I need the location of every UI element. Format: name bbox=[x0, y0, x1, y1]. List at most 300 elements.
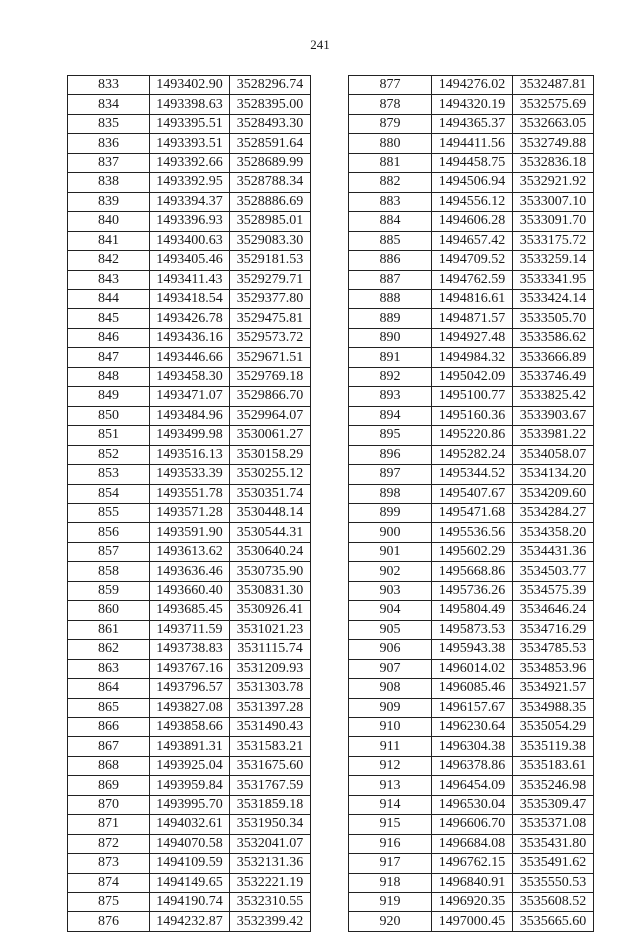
y-coordinate-cell: 3533505.70 bbox=[513, 309, 594, 328]
point-number-cell: 910 bbox=[349, 717, 432, 736]
table-row bbox=[349, 601, 594, 620]
x-coordinate-cell: 1495602.29 bbox=[432, 542, 513, 561]
table-row bbox=[68, 153, 311, 172]
point-number-cell: 833 bbox=[68, 76, 150, 95]
x-coordinate-cell: 1493402.90 bbox=[150, 76, 230, 95]
point-number-cell: 886 bbox=[349, 251, 432, 270]
point-number-cell: 884 bbox=[349, 212, 432, 231]
table-row bbox=[349, 698, 594, 717]
point-number-cell: 900 bbox=[349, 523, 432, 542]
point-number-cell: 895 bbox=[349, 426, 432, 445]
table-row bbox=[68, 523, 311, 542]
table-row bbox=[349, 134, 594, 153]
y-coordinate-cell: 3534209.60 bbox=[513, 484, 594, 503]
table-row bbox=[68, 192, 311, 211]
x-coordinate-cell: 1496762.15 bbox=[432, 854, 513, 873]
x-coordinate-cell: 1495873.53 bbox=[432, 620, 513, 639]
table-row bbox=[349, 912, 594, 931]
point-number-cell: 880 bbox=[349, 134, 432, 153]
table-row bbox=[68, 659, 311, 678]
x-coordinate-cell: 1495943.38 bbox=[432, 640, 513, 659]
point-number-cell: 915 bbox=[349, 815, 432, 834]
x-coordinate-cell: 1494927.48 bbox=[432, 328, 513, 347]
x-coordinate-cell: 1493551.78 bbox=[150, 484, 230, 503]
point-number-cell: 876 bbox=[68, 912, 150, 931]
point-number-cell: 837 bbox=[68, 153, 150, 172]
table-row bbox=[349, 815, 594, 834]
x-coordinate-cell: 1496606.70 bbox=[432, 815, 513, 834]
point-number-cell: 887 bbox=[349, 270, 432, 289]
y-coordinate-cell: 3535665.60 bbox=[513, 912, 594, 931]
point-number-cell: 912 bbox=[349, 756, 432, 775]
point-number-cell: 843 bbox=[68, 270, 150, 289]
point-number-cell: 840 bbox=[68, 212, 150, 231]
x-coordinate-cell: 1493711.59 bbox=[150, 620, 230, 639]
point-number-cell: 841 bbox=[68, 231, 150, 250]
x-coordinate-cell: 1494606.28 bbox=[432, 212, 513, 231]
y-coordinate-cell: 3530061.27 bbox=[230, 426, 311, 445]
point-number-cell: 856 bbox=[68, 523, 150, 542]
point-number-cell: 853 bbox=[68, 465, 150, 484]
table-row bbox=[68, 542, 311, 561]
point-number-cell: 898 bbox=[349, 484, 432, 503]
x-coordinate-cell: 1495042.09 bbox=[432, 367, 513, 386]
x-coordinate-cell: 1496840.91 bbox=[432, 873, 513, 892]
point-number-cell: 897 bbox=[349, 465, 432, 484]
y-coordinate-cell: 3532663.05 bbox=[513, 114, 594, 133]
point-number-cell: 875 bbox=[68, 893, 150, 912]
point-number-cell: 905 bbox=[349, 620, 432, 639]
table-row bbox=[68, 581, 311, 600]
y-coordinate-cell: 3535054.29 bbox=[513, 717, 594, 736]
y-coordinate-cell: 3533341.95 bbox=[513, 270, 594, 289]
table-row bbox=[349, 484, 594, 503]
table-row bbox=[349, 581, 594, 600]
table-row bbox=[68, 873, 311, 892]
y-coordinate-cell: 3532836.18 bbox=[513, 153, 594, 172]
table-row bbox=[68, 717, 311, 736]
x-coordinate-cell: 1493827.08 bbox=[150, 698, 230, 717]
point-number-cell: 834 bbox=[68, 95, 150, 114]
table-row bbox=[349, 620, 594, 639]
x-coordinate-cell: 1495804.49 bbox=[432, 601, 513, 620]
y-coordinate-cell: 3534921.57 bbox=[513, 679, 594, 698]
x-coordinate-cell: 1493959.84 bbox=[150, 776, 230, 795]
table-row bbox=[349, 328, 594, 347]
point-number-cell: 873 bbox=[68, 854, 150, 873]
y-coordinate-cell: 3533175.72 bbox=[513, 231, 594, 250]
table-row bbox=[68, 834, 311, 853]
x-coordinate-cell: 1493516.13 bbox=[150, 445, 230, 464]
y-coordinate-cell: 3534988.35 bbox=[513, 698, 594, 717]
y-coordinate-cell: 3528395.00 bbox=[230, 95, 311, 114]
y-coordinate-cell: 3532921.92 bbox=[513, 173, 594, 192]
table-row bbox=[349, 679, 594, 698]
y-coordinate-cell: 3535371.08 bbox=[513, 815, 594, 834]
y-coordinate-cell: 3535608.52 bbox=[513, 893, 594, 912]
point-number-cell: 867 bbox=[68, 737, 150, 756]
x-coordinate-cell: 1493995.70 bbox=[150, 795, 230, 814]
table-row bbox=[68, 912, 311, 931]
table-row bbox=[349, 406, 594, 425]
table-row bbox=[349, 756, 594, 775]
x-coordinate-cell: 1495471.68 bbox=[432, 503, 513, 522]
y-coordinate-cell: 3531021.23 bbox=[230, 620, 311, 639]
x-coordinate-cell: 1493393.51 bbox=[150, 134, 230, 153]
table-row bbox=[349, 659, 594, 678]
table-row bbox=[68, 795, 311, 814]
x-coordinate-cell: 1496304.38 bbox=[432, 737, 513, 756]
x-coordinate-cell: 1493426.78 bbox=[150, 309, 230, 328]
table-row bbox=[349, 192, 594, 211]
point-number-cell: 858 bbox=[68, 562, 150, 581]
point-number-cell: 850 bbox=[68, 406, 150, 425]
x-coordinate-cell: 1493405.46 bbox=[150, 251, 230, 270]
point-number-cell: 845 bbox=[68, 309, 150, 328]
x-coordinate-cell: 1493738.83 bbox=[150, 640, 230, 659]
table-row bbox=[349, 542, 594, 561]
y-coordinate-cell: 3534716.29 bbox=[513, 620, 594, 639]
x-coordinate-cell: 1494709.52 bbox=[432, 251, 513, 270]
point-number-cell: 846 bbox=[68, 328, 150, 347]
point-number-cell: 882 bbox=[349, 173, 432, 192]
y-coordinate-cell: 3533825.42 bbox=[513, 387, 594, 406]
table-row bbox=[349, 795, 594, 814]
point-number-cell: 899 bbox=[349, 503, 432, 522]
table-row bbox=[68, 679, 311, 698]
y-coordinate-cell: 3529671.51 bbox=[230, 348, 311, 367]
table-row bbox=[68, 309, 311, 328]
x-coordinate-cell: 1496920.35 bbox=[432, 893, 513, 912]
x-coordinate-cell: 1493394.37 bbox=[150, 192, 230, 211]
x-coordinate-cell: 1494276.02 bbox=[432, 76, 513, 95]
point-number-cell: 904 bbox=[349, 601, 432, 620]
x-coordinate-cell: 1493392.95 bbox=[150, 173, 230, 192]
point-number-cell: 916 bbox=[349, 834, 432, 853]
x-coordinate-cell: 1494365.37 bbox=[432, 114, 513, 133]
y-coordinate-cell: 3531115.74 bbox=[230, 640, 311, 659]
point-number-cell: 852 bbox=[68, 445, 150, 464]
x-coordinate-cell: 1494232.87 bbox=[150, 912, 230, 931]
table-row bbox=[68, 173, 311, 192]
point-number-cell: 848 bbox=[68, 367, 150, 386]
point-number-cell: 839 bbox=[68, 192, 150, 211]
point-number-cell: 896 bbox=[349, 445, 432, 464]
point-number-cell: 917 bbox=[349, 854, 432, 873]
x-coordinate-cell: 1497000.45 bbox=[432, 912, 513, 931]
table-row bbox=[68, 95, 311, 114]
table-row bbox=[68, 231, 311, 250]
y-coordinate-cell: 3529866.70 bbox=[230, 387, 311, 406]
table-row bbox=[68, 212, 311, 231]
table-row bbox=[68, 387, 311, 406]
table-row bbox=[68, 270, 311, 289]
x-coordinate-cell: 1493484.96 bbox=[150, 406, 230, 425]
x-coordinate-cell: 1494657.42 bbox=[432, 231, 513, 250]
x-coordinate-cell: 1494070.58 bbox=[150, 834, 230, 853]
point-number-cell: 868 bbox=[68, 756, 150, 775]
table-row bbox=[349, 834, 594, 853]
y-coordinate-cell: 3532131.36 bbox=[230, 854, 311, 873]
y-coordinate-cell: 3532399.42 bbox=[230, 912, 311, 931]
x-coordinate-cell: 1495220.86 bbox=[432, 426, 513, 445]
y-coordinate-cell: 3530926.41 bbox=[230, 601, 311, 620]
point-number-cell: 872 bbox=[68, 834, 150, 853]
y-coordinate-cell: 3535431.80 bbox=[513, 834, 594, 853]
x-coordinate-cell: 1496157.67 bbox=[432, 698, 513, 717]
x-coordinate-cell: 1493925.04 bbox=[150, 756, 230, 775]
x-coordinate-cell: 1493767.16 bbox=[150, 659, 230, 678]
point-number-cell: 881 bbox=[349, 153, 432, 172]
point-number-cell: 890 bbox=[349, 328, 432, 347]
y-coordinate-cell: 3528985.01 bbox=[230, 212, 311, 231]
table-row bbox=[349, 445, 594, 464]
point-number-cell: 878 bbox=[349, 95, 432, 114]
point-number-cell: 918 bbox=[349, 873, 432, 892]
x-coordinate-cell: 1493400.63 bbox=[150, 231, 230, 250]
point-number-cell: 888 bbox=[349, 289, 432, 308]
point-number-cell: 847 bbox=[68, 348, 150, 367]
table-row bbox=[68, 484, 311, 503]
y-coordinate-cell: 3530158.29 bbox=[230, 445, 311, 464]
y-coordinate-cell: 3529377.80 bbox=[230, 289, 311, 308]
x-coordinate-cell: 1495160.36 bbox=[432, 406, 513, 425]
coordinate-table-left bbox=[67, 75, 311, 932]
x-coordinate-cell: 1495536.56 bbox=[432, 523, 513, 542]
point-number-cell: 836 bbox=[68, 134, 150, 153]
x-coordinate-cell: 1494556.12 bbox=[432, 192, 513, 211]
x-coordinate-cell: 1493591.90 bbox=[150, 523, 230, 542]
point-number-cell: 913 bbox=[349, 776, 432, 795]
x-coordinate-cell: 1493613.62 bbox=[150, 542, 230, 561]
point-number-cell: 842 bbox=[68, 251, 150, 270]
point-number-cell: 883 bbox=[349, 192, 432, 211]
y-coordinate-cell: 3535491.62 bbox=[513, 854, 594, 873]
x-coordinate-cell: 1494871.57 bbox=[432, 309, 513, 328]
x-coordinate-cell: 1495100.77 bbox=[432, 387, 513, 406]
y-coordinate-cell: 3535119.38 bbox=[513, 737, 594, 756]
y-coordinate-cell: 3530735.90 bbox=[230, 562, 311, 581]
y-coordinate-cell: 3528886.69 bbox=[230, 192, 311, 211]
table-row bbox=[349, 387, 594, 406]
point-number-cell: 871 bbox=[68, 815, 150, 834]
page-number: 241 bbox=[310, 37, 330, 52]
table-row bbox=[68, 289, 311, 308]
y-coordinate-cell: 3531583.21 bbox=[230, 737, 311, 756]
x-coordinate-cell: 1493660.40 bbox=[150, 581, 230, 600]
y-coordinate-cell: 3533091.70 bbox=[513, 212, 594, 231]
y-coordinate-cell: 3532041.07 bbox=[230, 834, 311, 853]
table-row bbox=[68, 367, 311, 386]
x-coordinate-cell: 1494411.56 bbox=[432, 134, 513, 153]
table-row bbox=[349, 562, 594, 581]
y-coordinate-cell: 3532575.69 bbox=[513, 95, 594, 114]
x-coordinate-cell: 1493636.46 bbox=[150, 562, 230, 581]
y-coordinate-cell: 3529769.18 bbox=[230, 367, 311, 386]
table-row bbox=[68, 737, 311, 756]
table-row bbox=[349, 251, 594, 270]
table-row bbox=[349, 854, 594, 873]
table-row bbox=[349, 503, 594, 522]
table-row bbox=[68, 620, 311, 639]
table-row bbox=[68, 815, 311, 834]
y-coordinate-cell: 3533259.14 bbox=[513, 251, 594, 270]
table-row bbox=[68, 503, 311, 522]
x-coordinate-cell: 1494984.32 bbox=[432, 348, 513, 367]
x-coordinate-cell: 1493396.93 bbox=[150, 212, 230, 231]
point-number-cell: 902 bbox=[349, 562, 432, 581]
y-coordinate-cell: 3534785.53 bbox=[513, 640, 594, 659]
y-coordinate-cell: 3529475.81 bbox=[230, 309, 311, 328]
y-coordinate-cell: 3535550.53 bbox=[513, 873, 594, 892]
y-coordinate-cell: 3534575.39 bbox=[513, 581, 594, 600]
y-coordinate-cell: 3530544.31 bbox=[230, 523, 311, 542]
table-row bbox=[349, 523, 594, 542]
table-row bbox=[349, 289, 594, 308]
x-coordinate-cell: 1493398.63 bbox=[150, 95, 230, 114]
y-coordinate-cell: 3534431.36 bbox=[513, 542, 594, 561]
table-row bbox=[349, 95, 594, 114]
y-coordinate-cell: 3531209.93 bbox=[230, 659, 311, 678]
point-number-cell: 893 bbox=[349, 387, 432, 406]
point-number-cell: 891 bbox=[349, 348, 432, 367]
x-coordinate-cell: 1493471.07 bbox=[150, 387, 230, 406]
table-row bbox=[349, 873, 594, 892]
point-number-cell: 864 bbox=[68, 679, 150, 698]
x-coordinate-cell: 1493392.66 bbox=[150, 153, 230, 172]
x-coordinate-cell: 1493499.98 bbox=[150, 426, 230, 445]
point-number-cell: 892 bbox=[349, 367, 432, 386]
x-coordinate-cell: 1495668.86 bbox=[432, 562, 513, 581]
x-coordinate-cell: 1496454.09 bbox=[432, 776, 513, 795]
y-coordinate-cell: 3530351.74 bbox=[230, 484, 311, 503]
point-number-cell: 914 bbox=[349, 795, 432, 814]
x-coordinate-cell: 1493796.57 bbox=[150, 679, 230, 698]
table-row bbox=[68, 465, 311, 484]
point-number-cell: 901 bbox=[349, 542, 432, 561]
table-row bbox=[68, 328, 311, 347]
y-coordinate-cell: 3534646.24 bbox=[513, 601, 594, 620]
table-row bbox=[349, 231, 594, 250]
y-coordinate-cell: 3531859.18 bbox=[230, 795, 311, 814]
y-coordinate-cell: 3535246.98 bbox=[513, 776, 594, 795]
x-coordinate-cell: 1494506.94 bbox=[432, 173, 513, 192]
point-number-cell: 874 bbox=[68, 873, 150, 892]
point-number-cell: 862 bbox=[68, 640, 150, 659]
x-coordinate-cell: 1494149.65 bbox=[150, 873, 230, 892]
x-coordinate-cell: 1495344.52 bbox=[432, 465, 513, 484]
table-row bbox=[68, 406, 311, 425]
table-row bbox=[349, 114, 594, 133]
table-row bbox=[349, 173, 594, 192]
y-coordinate-cell: 3534058.07 bbox=[513, 445, 594, 464]
x-coordinate-cell: 1493436.16 bbox=[150, 328, 230, 347]
y-coordinate-cell: 3530640.24 bbox=[230, 542, 311, 561]
y-coordinate-cell: 3531490.43 bbox=[230, 717, 311, 736]
point-number-cell: 908 bbox=[349, 679, 432, 698]
point-number-cell: 911 bbox=[349, 737, 432, 756]
table-row bbox=[68, 76, 311, 95]
table-row bbox=[68, 251, 311, 270]
table-row bbox=[349, 309, 594, 328]
table-row bbox=[349, 465, 594, 484]
x-coordinate-cell: 1493571.28 bbox=[150, 503, 230, 522]
x-coordinate-cell: 1496530.04 bbox=[432, 795, 513, 814]
x-coordinate-cell: 1494762.59 bbox=[432, 270, 513, 289]
y-coordinate-cell: 3528296.74 bbox=[230, 76, 311, 95]
y-coordinate-cell: 3532487.81 bbox=[513, 76, 594, 95]
y-coordinate-cell: 3529083.30 bbox=[230, 231, 311, 250]
table-row bbox=[68, 562, 311, 581]
y-coordinate-cell: 3535309.47 bbox=[513, 795, 594, 814]
table-row bbox=[68, 134, 311, 153]
x-coordinate-cell: 1495282.24 bbox=[432, 445, 513, 464]
table-row bbox=[349, 348, 594, 367]
x-coordinate-cell: 1496378.86 bbox=[432, 756, 513, 775]
point-number-cell: 844 bbox=[68, 289, 150, 308]
y-coordinate-cell: 3531397.28 bbox=[230, 698, 311, 717]
y-coordinate-cell: 3532221.19 bbox=[230, 873, 311, 892]
table-row bbox=[68, 426, 311, 445]
point-number-cell: 860 bbox=[68, 601, 150, 620]
x-coordinate-cell: 1493395.51 bbox=[150, 114, 230, 133]
point-number-cell: 920 bbox=[349, 912, 432, 931]
x-coordinate-cell: 1494816.61 bbox=[432, 289, 513, 308]
table-row bbox=[68, 756, 311, 775]
x-coordinate-cell: 1495407.67 bbox=[432, 484, 513, 503]
x-coordinate-cell: 1493685.45 bbox=[150, 601, 230, 620]
point-number-cell: 906 bbox=[349, 640, 432, 659]
x-coordinate-cell: 1493891.31 bbox=[150, 737, 230, 756]
point-number-cell: 851 bbox=[68, 426, 150, 445]
y-coordinate-cell: 3533746.49 bbox=[513, 367, 594, 386]
table-row bbox=[349, 212, 594, 231]
x-coordinate-cell: 1494190.74 bbox=[150, 893, 230, 912]
y-coordinate-cell: 3528591.64 bbox=[230, 134, 311, 153]
coordinate-table-right bbox=[348, 75, 594, 932]
y-coordinate-cell: 3534284.27 bbox=[513, 503, 594, 522]
x-coordinate-cell: 1496014.02 bbox=[432, 659, 513, 678]
point-number-cell: 877 bbox=[349, 76, 432, 95]
x-coordinate-cell: 1493533.39 bbox=[150, 465, 230, 484]
point-number-cell: 854 bbox=[68, 484, 150, 503]
point-number-cell: 861 bbox=[68, 620, 150, 639]
table-row bbox=[349, 270, 594, 289]
table-row bbox=[68, 854, 311, 873]
point-number-cell: 857 bbox=[68, 542, 150, 561]
table-row bbox=[68, 348, 311, 367]
y-coordinate-cell: 3533903.67 bbox=[513, 406, 594, 425]
point-number-cell: 879 bbox=[349, 114, 432, 133]
point-number-cell: 835 bbox=[68, 114, 150, 133]
y-coordinate-cell: 3528689.99 bbox=[230, 153, 311, 172]
x-coordinate-cell: 1493858.66 bbox=[150, 717, 230, 736]
table-row bbox=[349, 153, 594, 172]
x-coordinate-cell: 1496684.08 bbox=[432, 834, 513, 853]
y-coordinate-cell: 3534503.77 bbox=[513, 562, 594, 581]
point-number-cell: 870 bbox=[68, 795, 150, 814]
x-coordinate-cell: 1494458.75 bbox=[432, 153, 513, 172]
point-number-cell: 903 bbox=[349, 581, 432, 600]
y-coordinate-cell: 3531950.34 bbox=[230, 815, 311, 834]
table-row bbox=[68, 698, 311, 717]
table-row bbox=[349, 76, 594, 95]
y-coordinate-cell: 3532749.88 bbox=[513, 134, 594, 153]
point-number-cell: 907 bbox=[349, 659, 432, 678]
x-coordinate-cell: 1496085.46 bbox=[432, 679, 513, 698]
x-coordinate-cell: 1494320.19 bbox=[432, 95, 513, 114]
x-coordinate-cell: 1494109.59 bbox=[150, 854, 230, 873]
